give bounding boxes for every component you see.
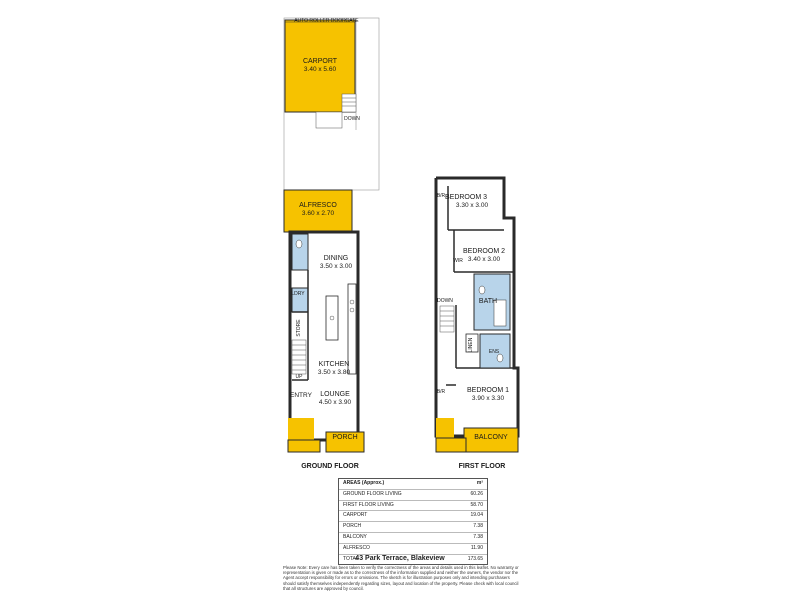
table-row: GROUND FLOOR LIVING 60.26 bbox=[339, 490, 487, 501]
ground-stairs bbox=[292, 340, 306, 374]
auto-roller-door-label: AUTO ROLLER DOOR bbox=[294, 18, 346, 24]
bedroom2-dims: 3.40 x 3.00 bbox=[467, 256, 501, 263]
table-row: CARPORT 19.04 bbox=[339, 511, 487, 522]
table-row: BALCONY 7.38 bbox=[339, 533, 487, 544]
areas-header: AREAS bbox=[343, 480, 361, 486]
bedroom1-dims: 3.90 x 3.30 bbox=[471, 395, 505, 402]
kitchen-island bbox=[326, 296, 338, 340]
table-row: FIRST FLOOR LIVING 58.70 bbox=[339, 501, 487, 512]
kitchen-label: KITCHEN bbox=[318, 361, 350, 368]
ground-floor-plan bbox=[284, 18, 379, 470]
alfresco-dims: 3.60 x 2.70 bbox=[301, 210, 335, 217]
carport-label: CARPORT bbox=[302, 58, 338, 65]
areas-header-row bbox=[339, 479, 487, 490]
linen-label: LINEN bbox=[468, 337, 474, 353]
first-floor-plan bbox=[436, 178, 518, 470]
property-address: 43 Park Terrace, Blakeview bbox=[355, 555, 445, 562]
dining-label: DINING bbox=[323, 255, 349, 262]
carport-dims: 3.40 x 5.60 bbox=[303, 66, 337, 73]
br1-label: B/R bbox=[436, 389, 446, 395]
bedroom3-label: BEDROOM 3 bbox=[444, 194, 488, 201]
kitchen-dims: 3.50 x 3.80 bbox=[317, 369, 351, 376]
table-row: ALFRESCO 11.90 bbox=[339, 544, 487, 555]
porch-label: PORCH bbox=[332, 434, 358, 441]
up-label: UP bbox=[295, 374, 303, 380]
areas-header-sub: (Approx.) bbox=[361, 480, 385, 486]
disclaimer-text: Please Note: Every care has been taken to verify the correctness of the areas and details used in this leaflet. No warranty or representation is given or made as to the correctness of the information supplied and neither the owners, the vendor nor the Agent accept responsibility for errors or omissions. The sketch is for illustration purposes only and intending purchasers should satisfy themselves independently regarding sizes, layout and location of the property. Please check with local council that all structures are approved by council. bbox=[283, 565, 519, 591]
powder-room bbox=[292, 234, 308, 270]
alfresco-label: ALFRESCO bbox=[299, 202, 337, 209]
gate-label: GATE bbox=[345, 18, 359, 24]
entry-label: ENTRY bbox=[290, 392, 312, 399]
balcony-label: BALCONY bbox=[474, 434, 508, 441]
areas-unit: m² bbox=[476, 480, 483, 486]
total-row: TOTAL 173.65 bbox=[343, 555, 483, 562]
areas-table bbox=[338, 478, 488, 565]
first-floor-caption: FIRST FLOOR bbox=[458, 463, 506, 470]
bedroom3-dims: 3.30 x 3.00 bbox=[455, 202, 489, 209]
bedroom1-label: BEDROOM 1 bbox=[466, 387, 510, 394]
ens-label: ENS bbox=[488, 349, 500, 355]
table-row: PORCH 7.38 bbox=[339, 522, 487, 533]
wir-label: WIR bbox=[453, 258, 463, 264]
bedroom2-label: BEDROOM 2 bbox=[462, 248, 506, 255]
store-label: STORE bbox=[296, 319, 302, 337]
bath-label: BATH bbox=[478, 298, 498, 305]
ldry-label: LDRY bbox=[291, 291, 305, 297]
lounge-dims: 4.50 x 3.90 bbox=[318, 399, 352, 406]
br3-label: B/R bbox=[436, 193, 446, 199]
first-down-label: DOWN bbox=[437, 298, 453, 304]
first-stairs bbox=[440, 306, 454, 332]
dining-dims: 3.50 x 3.00 bbox=[319, 263, 353, 270]
lounge-label: LOUNGE bbox=[320, 391, 350, 398]
down-label: DOWN bbox=[344, 116, 360, 122]
ground-floor-caption: GROUND FLOOR bbox=[301, 463, 359, 470]
